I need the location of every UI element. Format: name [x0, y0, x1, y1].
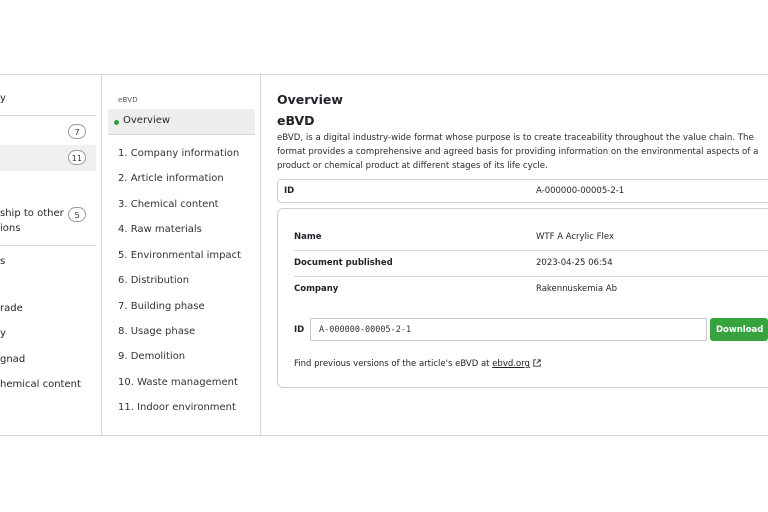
left-panel-item[interactable]: hemical content [0, 379, 81, 390]
divider [0, 115, 96, 116]
detail-label: Name [294, 232, 322, 242]
left-panel-row[interactable] [0, 119, 96, 145]
nav-item-chemical-content[interactable]: 3. Chemical content [118, 199, 219, 210]
detail-row-name [294, 225, 768, 250]
left-panel-row-selected[interactable] [0, 145, 96, 171]
detail-row-published [294, 251, 768, 276]
left-panel-item: ship to other [0, 208, 64, 219]
main-content [261, 75, 768, 435]
id-input[interactable] [310, 318, 707, 341]
nav-item-raw-materials[interactable]: 4. Raw materials [118, 224, 202, 235]
divider [0, 245, 96, 246]
section-nav [102, 75, 261, 435]
detail-value: WTF A Acrylic Flex [536, 232, 615, 242]
content-frame [0, 74, 768, 436]
id-value: A-000000-00005-2-1 [536, 186, 625, 196]
left-panel-item: ions [0, 223, 21, 234]
nav-item-building-phase[interactable]: 7. Building phase [118, 301, 205, 312]
count-badge: 5 [68, 207, 86, 222]
nav-item-waste-management[interactable]: 10. Waste management [118, 377, 238, 388]
details-card [277, 208, 768, 388]
description-text: eBVD, is a digital industry-wide format whose purpose is to create traceability throughout the value chain. The format provides a comprehensive and agreed basis for providing information on the environmental aspects of a product or chemical product at different stages of its life cycle. [277, 133, 759, 171]
ebvd-org-link-text: ebvd.org [492, 359, 530, 369]
left-panel-row[interactable] [0, 205, 96, 237]
left-panel-item[interactable]: gnad [0, 354, 26, 365]
nav-item-distribution[interactable]: 6. Distribution [118, 275, 190, 286]
detail-value: Rakennuskemia Ab [536, 284, 617, 294]
external-link-icon [533, 359, 541, 367]
detail-value: 2023-04-25 06:54 [536, 258, 613, 268]
left-panel-item[interactable]: y [0, 93, 6, 104]
nav-item-demolition[interactable]: 9. Demolition [118, 351, 186, 362]
previous-versions-label: Find previous versions of the article's eBVD at [294, 359, 490, 369]
detail-label: Company [294, 284, 339, 294]
left-panel-item[interactable]: rade [0, 303, 23, 314]
section-title: eBVD [277, 113, 315, 128]
id-field-label: ID [294, 325, 305, 335]
page-title: Overview [277, 92, 343, 107]
nav-item-label: Overview [123, 115, 171, 126]
nav-item-environmental-impact[interactable]: 5. Environmental impact [118, 250, 242, 261]
left-panel-item[interactable]: s [0, 256, 6, 267]
previous-versions-text [294, 359, 541, 369]
nav-item-overview[interactable] [108, 109, 255, 135]
download-button[interactable]: Download [710, 318, 768, 341]
ebvd-org-link[interactable] [492, 359, 541, 369]
id-label: ID [284, 186, 295, 196]
active-dot-icon [114, 120, 119, 125]
nav-item-usage-phase[interactable]: 8. Usage phase [118, 326, 196, 337]
left-panel-item[interactable]: y [0, 328, 6, 339]
nav-item-company-information[interactable]: 1. Company information [118, 148, 240, 159]
left-panel [0, 75, 102, 435]
detail-label: Document published [294, 258, 393, 268]
nav-item-indoor-environment[interactable]: 11. Indoor environment [118, 402, 236, 413]
nav-heading: eBVD [118, 96, 138, 104]
detail-row-company [294, 277, 768, 302]
id-summary-row [277, 179, 768, 203]
count-badge: 7 [68, 124, 86, 139]
count-badge: 11 [68, 150, 86, 165]
nav-item-article-information[interactable]: 2. Article information [118, 173, 224, 184]
